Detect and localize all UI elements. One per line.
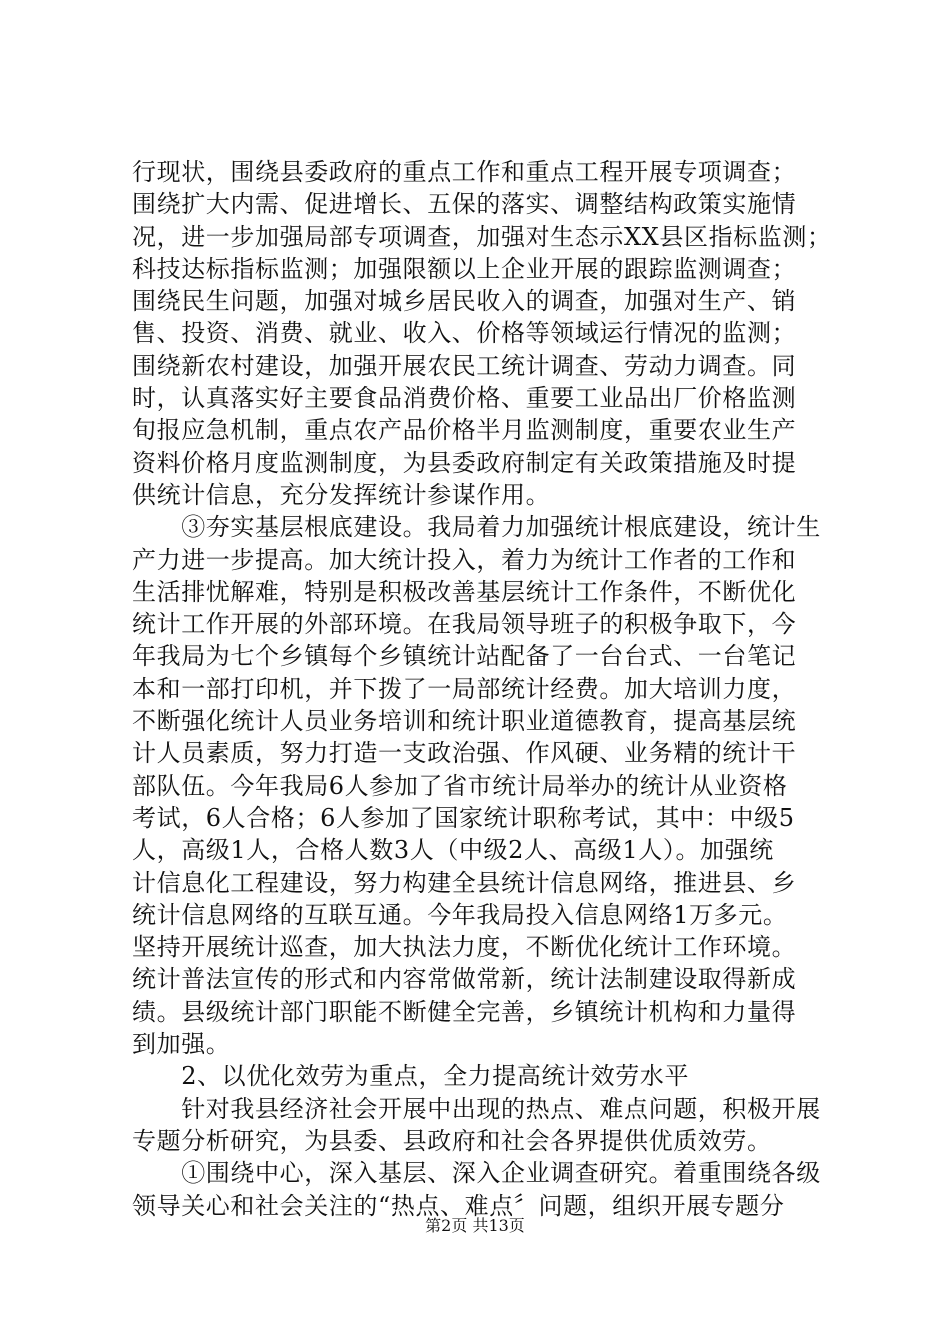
text-line: 坚持开展统计巡查，加大执法力度，不断优化统计工作环境。 [132, 933, 797, 962]
text-line: 到加强。 [132, 1030, 231, 1059]
text-line: 行现状，围绕县委政府的重点工作和重点工程开展专项调查； [132, 158, 797, 186]
text-line: 计人员素质，努力打造一支政治强、作风硬、业务精的统计干 [132, 739, 797, 768]
text-line: 本和一部打印机，并下拨了一局部统计经费。加大培训力度， [132, 674, 797, 703]
text-line: 围绕民生问题，加强对城乡居民收入的调查，加强对生产、销 [132, 287, 797, 316]
text-line: 统计工作开展的外部环境。在我局领导班子的积极争取下，今 [132, 610, 797, 639]
section-heading: 2、以优化效劳为重点，全力提高统计效劳水平 [132, 1062, 690, 1091]
page-number: 第2页 共13页 [425, 1216, 525, 1235]
text-line: 计信息化工程建设，努力构建全县统计信息网络，推进县、乡 [132, 868, 797, 897]
text-line: 年我局为七个乡镇每个乡镇统计站配备了一台台式、一台笔记 [132, 642, 797, 671]
text-line: 科技达标指标监测；加强限额以上企业开展的跟踪监测调查； [132, 254, 797, 283]
page-footer [0, 1216, 950, 1236]
text-line: 况，进一步加强局部专项调查，加强对生态示XX县区指标监测； [132, 222, 832, 251]
paragraph-start-line: ③夯实基层根底建设。我局着力加强统计根底建设，统计生 [132, 513, 821, 542]
paragraph-start-line: 针对我县经济社会开展中出现的热点、难点问题，积极开展 [132, 1094, 821, 1123]
text-line: 不断强化统计人员业务培训和统计职业道德教育，提高基层统 [132, 707, 797, 736]
text-line: 供统计信息，充分发挥统计参谋作用。 [132, 480, 551, 509]
text-line: 售、投资、消费、就业、收入、价格等领域运行情况的监测； [132, 319, 797, 348]
text-line: 产力进一步提高。加大统计投入，着力为统计工作者的工作和 [132, 545, 797, 574]
text-line: 人，高级1人，合格人数3人（中级2人、高级1人）。加强统 [132, 836, 774, 865]
text-line: 统计信息网络的互联互通。今年我局投入信息网络1万多元。 [132, 900, 788, 929]
text-line: 专题分析研究，为县委、县政府和社会各界提供优质效劳。 [132, 1126, 772, 1155]
text-line: 领导关心和社会关注的“热点、难点〞问题，组织开展专题分 [132, 1191, 785, 1220]
text-line: 部队伍。今年我局6人参加了省市统计局举办的统计从业资格 [132, 771, 788, 800]
text-line: 考试，6人合格；6人参加了国家统计职称考试，其中：中级5 [132, 803, 795, 832]
text-line: 围绕新农村建设，加强开展农民工统计调查、劳动力调查。同 [132, 351, 797, 380]
paragraph-start-line: ①围绕中心，深入基层、深入企业调查研究。着重围绕各级 [132, 1159, 821, 1188]
text-line: 绩。县级统计部门职能不断健全完善，乡镇统计机构和力量得 [132, 997, 797, 1026]
text-line: 统计普法宣传的形式和内容常做常新，统计法制建设取得新成 [132, 965, 797, 994]
text-line: 旬报应急机制，重点农产品价格半月监测制度，重要农业生产 [132, 416, 797, 445]
body-text [132, 156, 838, 1222]
text-line: 资料价格月度监测制度，为县委政府制定有关政策措施及时提 [132, 448, 797, 477]
text-line: 时，认真落实好主要食品消费价格、重要工业品出厂价格监测 [132, 384, 797, 413]
text-line: 围绕扩大内需、促进增长、五保的落实、调整结构政策实施情 [132, 190, 797, 219]
text-line: 生活排忧解难，特别是积极改善基层统计工作条件，不断优化 [132, 577, 797, 606]
